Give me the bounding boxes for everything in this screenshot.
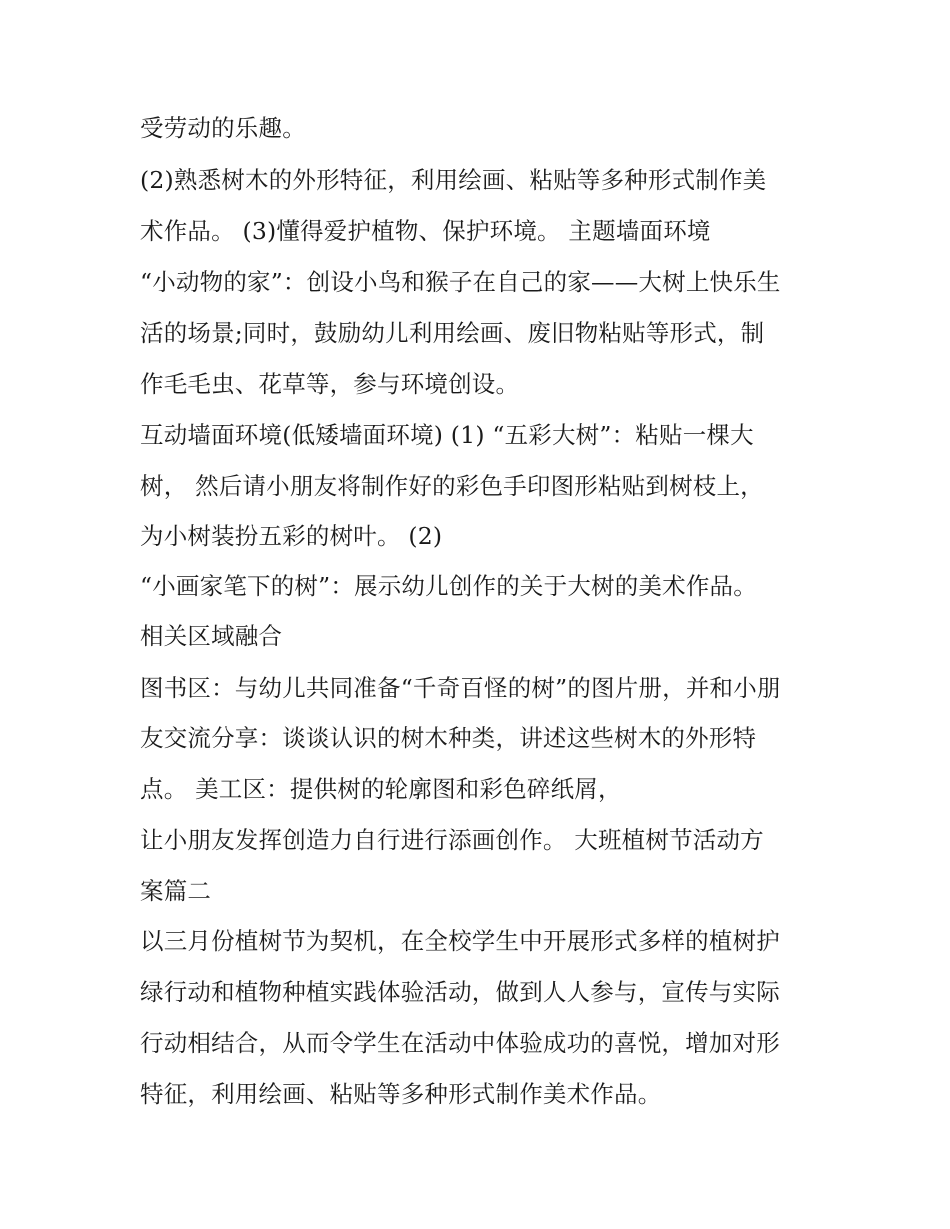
text-line: 图书区：与幼儿共同准备“千奇百怪的树”的图片册，并和小朋	[140, 674, 781, 702]
text-line: 绿行动和植物种植实践体验活动，做到人人参与，宣传与实际	[140, 978, 780, 1006]
text-line: “小动物的家”：创设小鸟和猴子在自己的家——大树上快乐生	[140, 268, 781, 296]
text-line: (2)熟悉树木的外形特征，利用绘画、粘贴等多种形式制作美	[140, 166, 767, 194]
text-line: 互动墙面环境(低矮墙面环境) (1) “五彩大树”：粘贴一棵大	[140, 421, 754, 449]
text-line: 受劳动的乐趣。	[140, 114, 306, 142]
text-line: 活的场景;同时，鼓励幼儿利用绘画、废旧物粘贴等形式，制	[140, 319, 765, 347]
text-line: 友交流分享：谈谈认识的树木种类，讲述这些树木的外形特	[140, 724, 757, 752]
text-line: 特征，利用绘画、粘贴等多种形式制作美术作品。	[140, 1080, 662, 1108]
text-line: 相关区域融合	[140, 622, 283, 650]
text-line: 行动相结合，从而令学生在活动中体验成功的喜悦，增加对形	[140, 1029, 780, 1057]
text-line: 作毛毛虫、花草等，参与环境创设。	[140, 370, 520, 398]
text-line: “小画家笔下的树”：展示幼儿创作的关于大树的美术作品。	[140, 572, 757, 600]
text-line: 点。 美工区：提供树的轮廓图和彩色碎纸屑，	[140, 775, 622, 803]
text-line: 以三月份植树节为契机，在全校学生中开展形式多样的植树护	[140, 927, 780, 955]
text-line: 案篇二	[140, 877, 212, 905]
text-line: 树， 然后请小朋友将制作好的彩色手印图形粘贴到树枝上，	[140, 472, 764, 500]
text-line: 术作品。 (3)懂得爱护植物、保护环境。 主题墙面环境	[140, 217, 711, 245]
text-line: 让小朋友发挥创造力自行进行添画创作。 大班植树节活动方	[140, 826, 764, 854]
text-line: 为小树装扮五彩的树叶。 (2)	[140, 522, 443, 550]
